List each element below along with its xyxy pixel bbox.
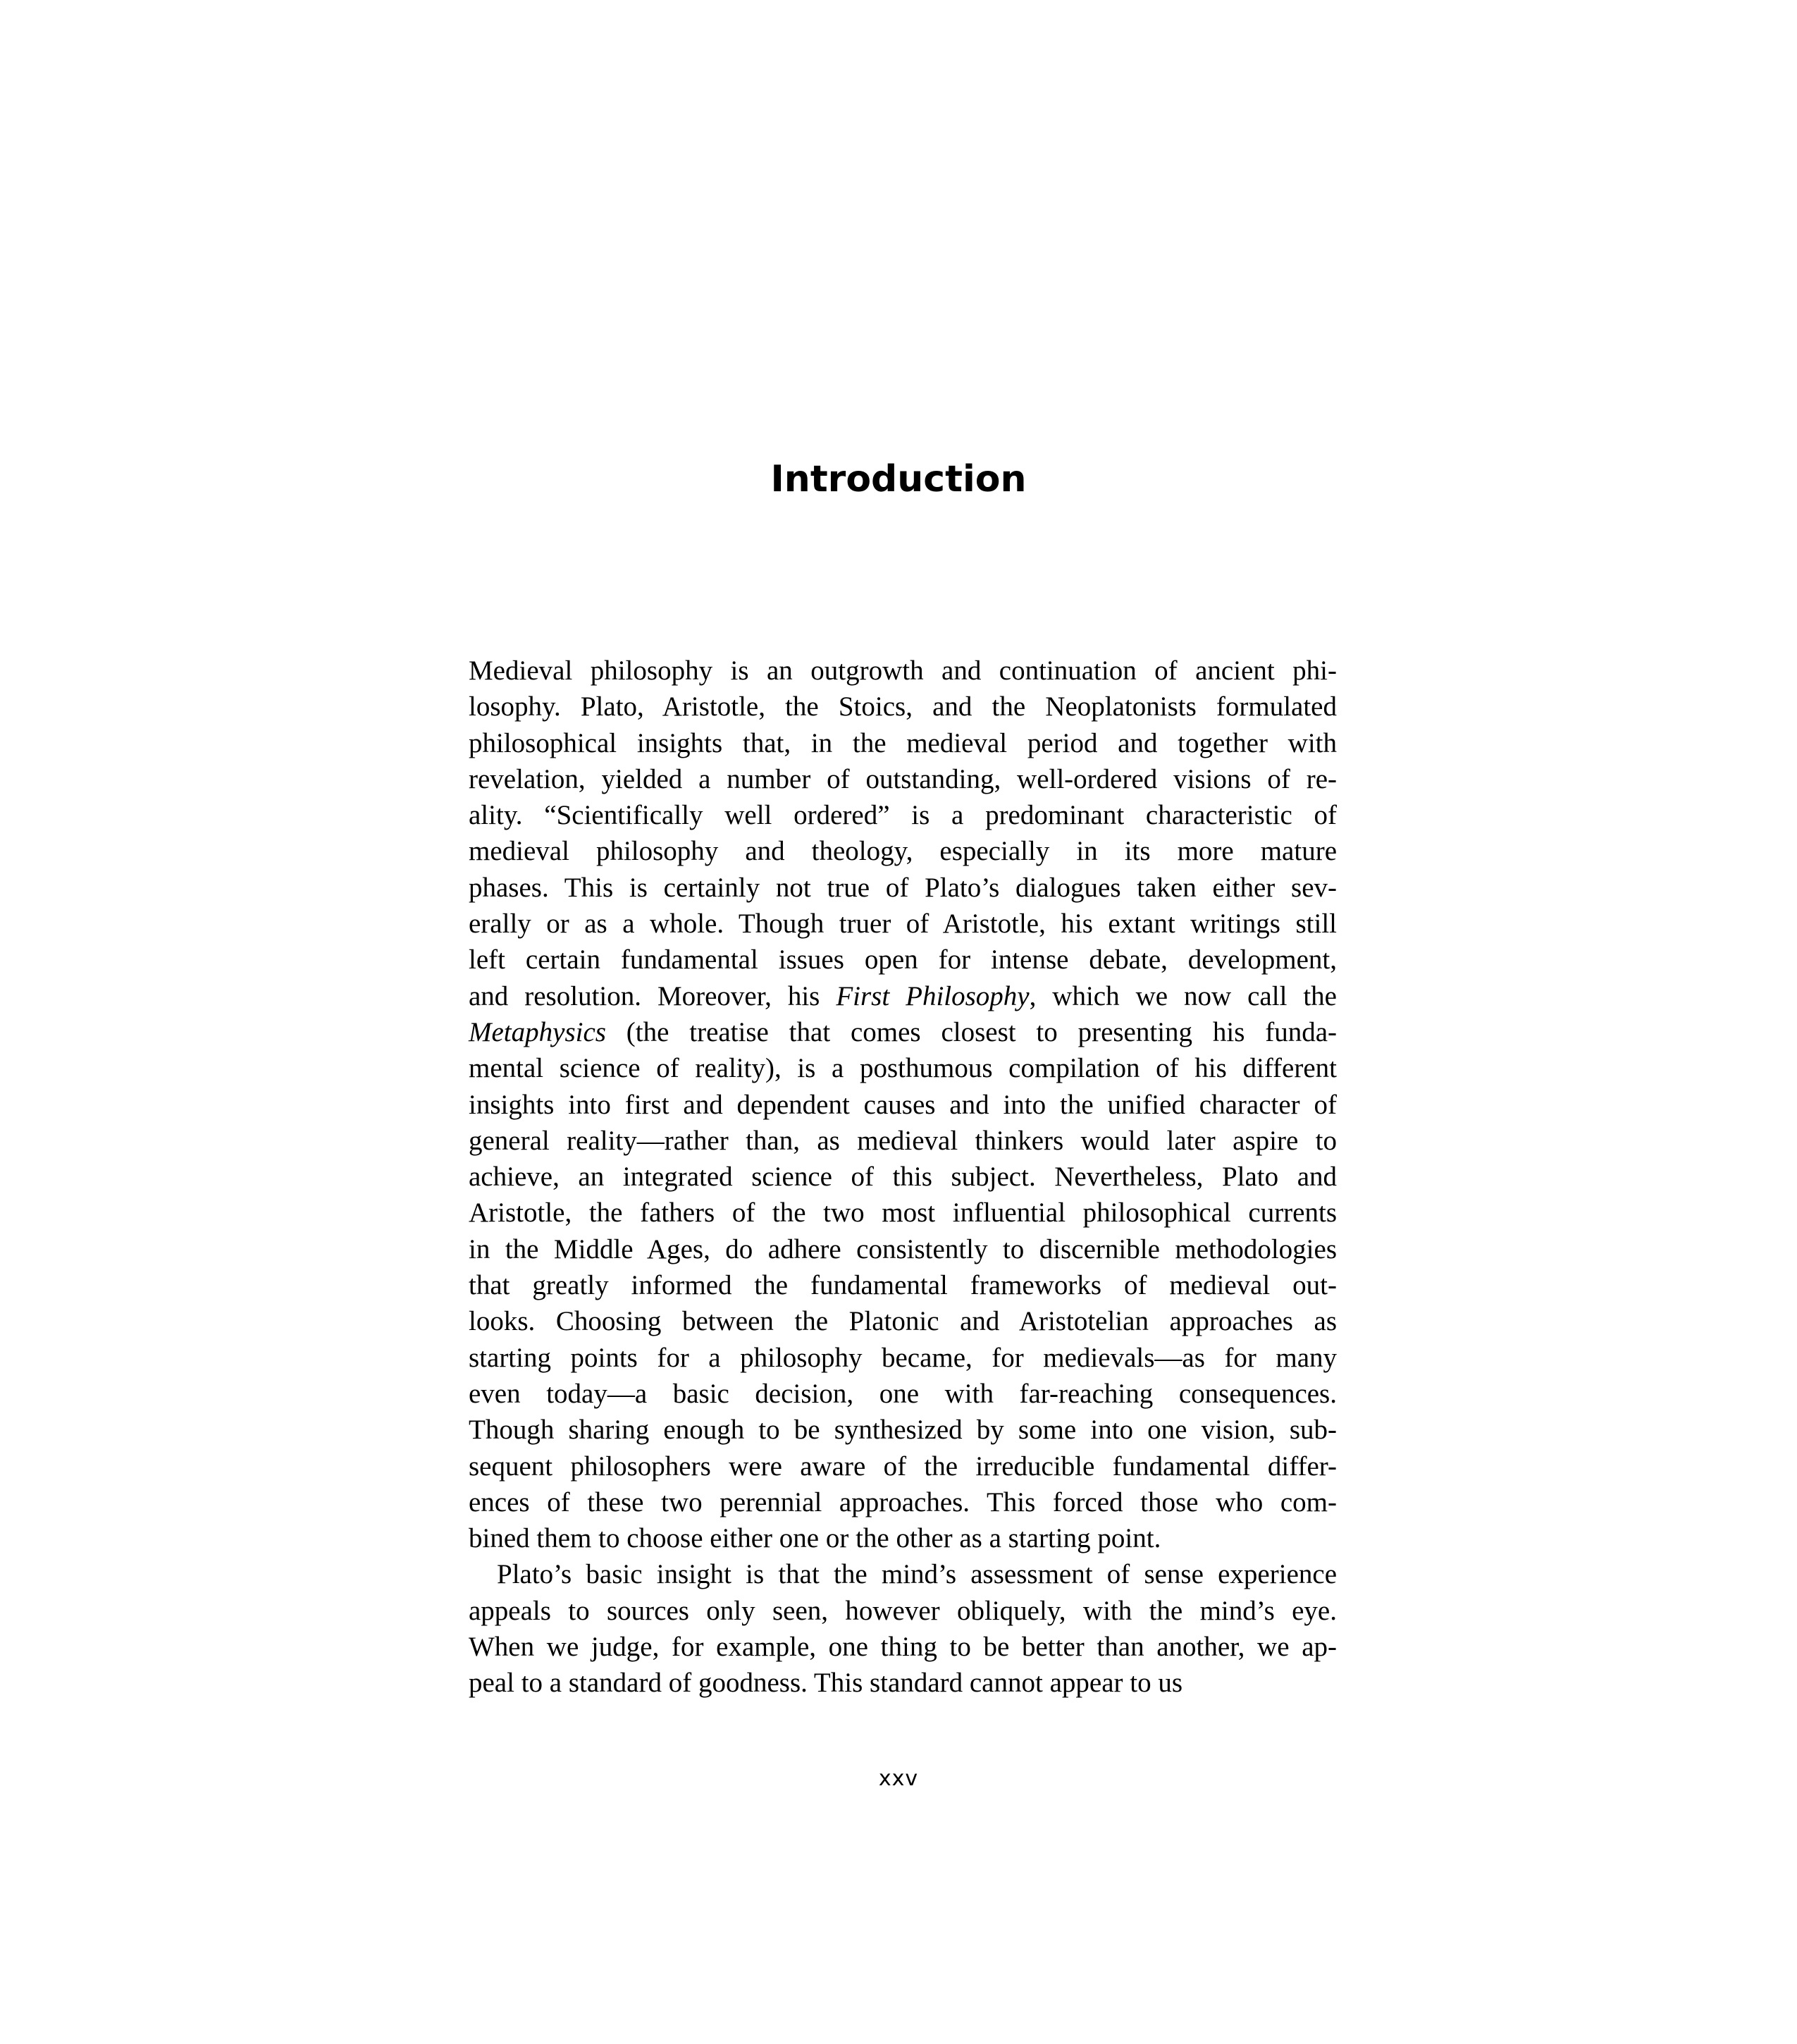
text-line: in the Middle Ages, do adhere consistently to discernible methodologies [469,1233,1337,1264]
italic-title: Metaphysics [469,1016,606,1047]
text-line: even today—a basic decision, one with far-reaching consequences. [469,1378,1337,1409]
page-number: xxv [878,1766,919,1791]
text-line: ences of these two perennial approaches. This forced those who com- [469,1486,1337,1517]
text-line: Though sharing enough to be synthesized by some into one vision, sub- [469,1415,1337,1446]
text-run: (the treatise that comes closest to presenting his funda- [605,1016,1337,1047]
text-line: appeals to sources only seen, however obliquely, with the mind’s eye. [469,1595,1337,1626]
text-line: medieval philosophy and theology, especially in its more mature [469,836,1337,867]
text-line: sequent philosophers were aware of the irreducible fundamental differ- [469,1451,1337,1482]
text-line: general reality—rather than, as medieval thinkers would later aspire to [469,1125,1337,1156]
text-line [469,1014,1337,1050]
text-line: philosophical insights that, in the medieval period and together with [469,727,1337,758]
text-line: revelation, yielded a number of outstanding, well-ordered visions of re- [469,763,1337,794]
text-line: peal to a standard of goodness. This standard cannot appear to us [469,1668,1183,1699]
text-line: Aristotle, the fathers of the two most influential philosophical currents [469,1198,1337,1229]
text-run: and resolution. Moreover, his [469,980,836,1011]
text-line: Plato’s basic insight is that the mind’s assessment of sense experience [497,1559,1337,1590]
paragraph [469,653,1337,1556]
paragraph [469,1556,1337,1701]
text-line: erally or as a whole. Though truer of Aristotle, his extant writings still [469,909,1337,940]
italic-title: First Philosophy [836,980,1030,1011]
text-line: ality. “Scientifically well ordered” is a predominant characteristic of [469,800,1337,831]
text-line: left certain fundamental issues open for intense debate, development, [469,944,1337,975]
text-line: bined them to choose either one or the other as a starting point. [469,1523,1161,1554]
chapter-title: Introduction [770,458,1027,500]
text-line: phases. This is certainly not true of Plato’s dialogues taken either sev- [469,872,1337,903]
text-line: looks. Choosing between the Platonic and Aristotelian approaches as [469,1306,1337,1337]
text-line: mental science of reality), is a posthumous compilation of his different [469,1053,1337,1084]
text-line: achieve, an integrated science of this subject. Nevertheless, Plato and [469,1162,1337,1193]
text-line: that greatly informed the fundamental frameworks of medieval out- [469,1270,1337,1301]
body-text [469,653,1337,1701]
text-line: starting points for a philosophy became, for medievals—as for many [469,1342,1337,1373]
text-run: , which we now call the [1029,980,1337,1011]
text-line [469,978,1337,1014]
text-line: losophy. Plato, Aristotle, the Stoics, and the Neoplatonists formulated [469,691,1337,722]
text-line: When we judge, for example, one thing to be better than another, we ap- [469,1632,1337,1663]
text-line: insights into first and dependent causes and into the unified character of [469,1089,1337,1120]
text-line: Medieval philosophy is an outgrowth and continuation of ancient phi- [469,655,1337,686]
